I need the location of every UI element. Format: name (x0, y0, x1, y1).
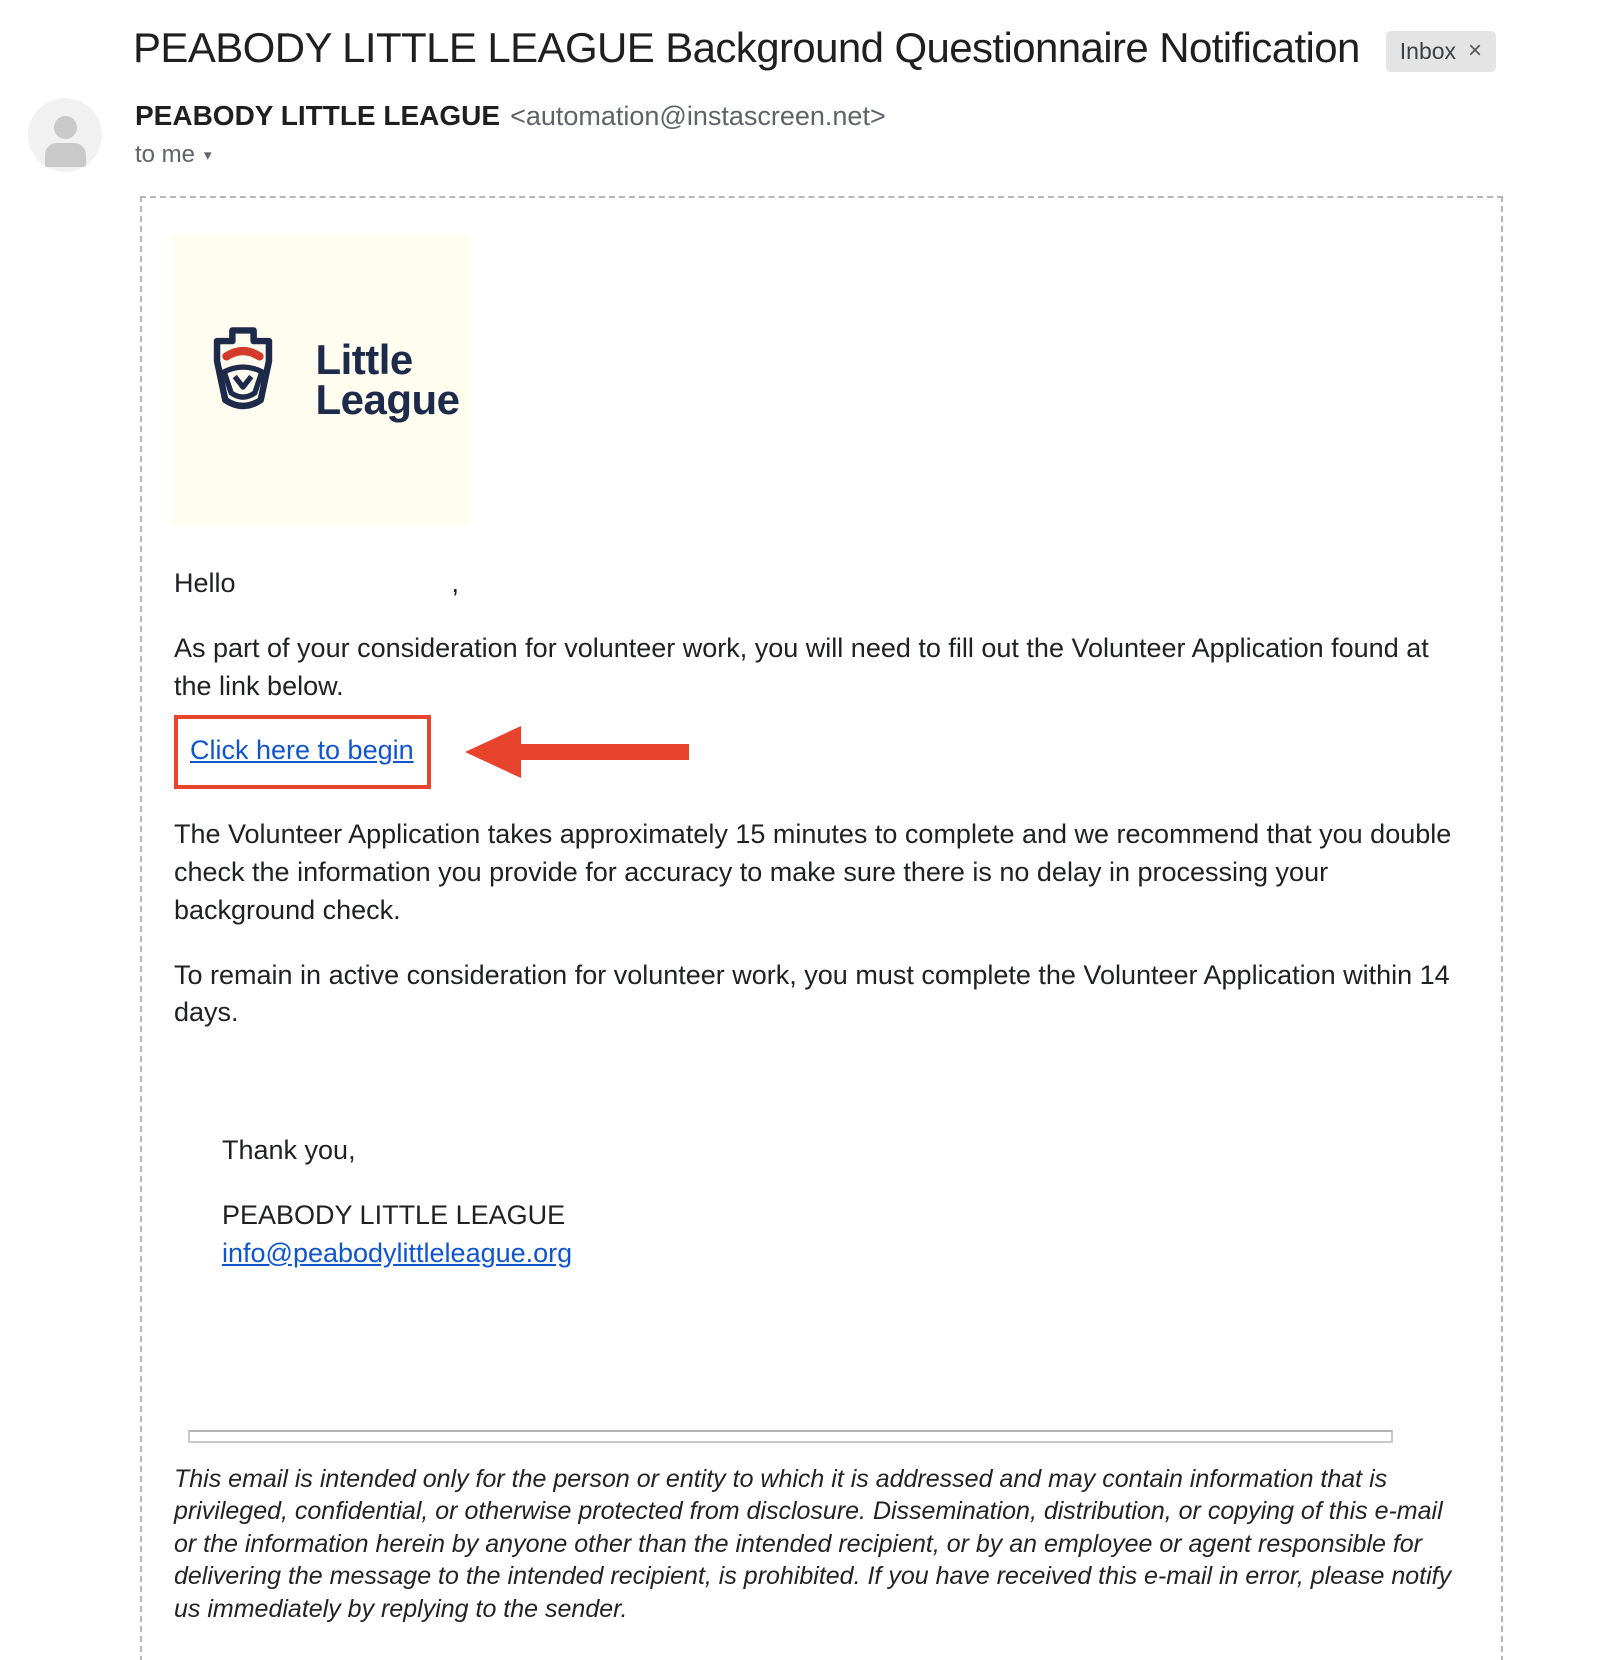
little-league-logo-mark (184, 319, 302, 441)
sender-info (135, 98, 886, 172)
signature-org: PEABODY LITTLE LEAGUE (222, 1199, 566, 1230)
signature-block (222, 1132, 1469, 1272)
begin-application-link[interactable]: Click here to begin (190, 735, 414, 766)
logo-text-line1: Little (315, 336, 413, 384)
recipient-details-toggle[interactable] (135, 141, 886, 169)
paragraph-intro: As part of your consideration for volunteer work, you will need to fill out the Volunteer Application found at the link below. (174, 632, 1429, 701)
signature-thanks: Thank you, (222, 1135, 356, 1166)
inbox-label-chip[interactable] (1386, 31, 1496, 72)
paragraph-instructions: The Volunteer Application takes approximately 15 minutes to complete and we recommend that you double check the information you provide for accuracy to make sure there is no delay in processing your background check. (174, 819, 1452, 925)
page-title: PEABODY LITTLE LEAGUE Background Questionnaire Notification (133, 24, 1360, 71)
person-icon-body (45, 143, 86, 167)
sender-name: PEABODY LITTLE LEAGUE (135, 100, 501, 131)
recipient-label: to me (135, 141, 196, 168)
email-body-container (140, 196, 1503, 1660)
greeting-line (174, 565, 1469, 603)
avatar (28, 98, 102, 172)
inbox-label-text: Inbox (1399, 37, 1457, 64)
little-league-logo (174, 235, 470, 525)
logo-text-line2: League (315, 376, 460, 423)
red-highlight-box (174, 715, 431, 789)
remove-label-icon[interactable]: × (1468, 37, 1483, 64)
signature-email-line (222, 1235, 1469, 1273)
greeting-comma: , (451, 568, 460, 598)
chevron-down-icon: ▾ (204, 147, 212, 164)
sender-email-address: <automation@instascreen.net> (510, 101, 886, 131)
little-league-logo-text (315, 336, 460, 423)
disclaimer-text: This email is intended only for the person or entity to which it is addressed and may contain information that is privileged, confidential, or otherwise protected from disclosure. Dissemination, distribution, or copying of this e-mail or the information herein by anyone other than the intended recipient, or by an employee or agent responsible for delivering the message to the intended recipient, is prohibited. If you have received this e-mail in error, please notify us immediately by replying to the sender. (174, 1464, 1452, 1623)
sender-row (0, 98, 1602, 172)
org-email-link[interactable]: info@peabodylittleleague.org (222, 1237, 573, 1268)
cta-row (174, 715, 1469, 789)
horizontal-scrollbar[interactable] (188, 1430, 1393, 1443)
paragraph-deadline: To remain in active consideration for volunteer work, you must complete the Volunteer Application within 14 days. (174, 959, 1450, 1028)
greeting-text: Hello (174, 568, 236, 598)
person-icon (54, 116, 77, 139)
subject-row (0, 0, 1602, 72)
red-arrow-annotation (463, 721, 689, 783)
